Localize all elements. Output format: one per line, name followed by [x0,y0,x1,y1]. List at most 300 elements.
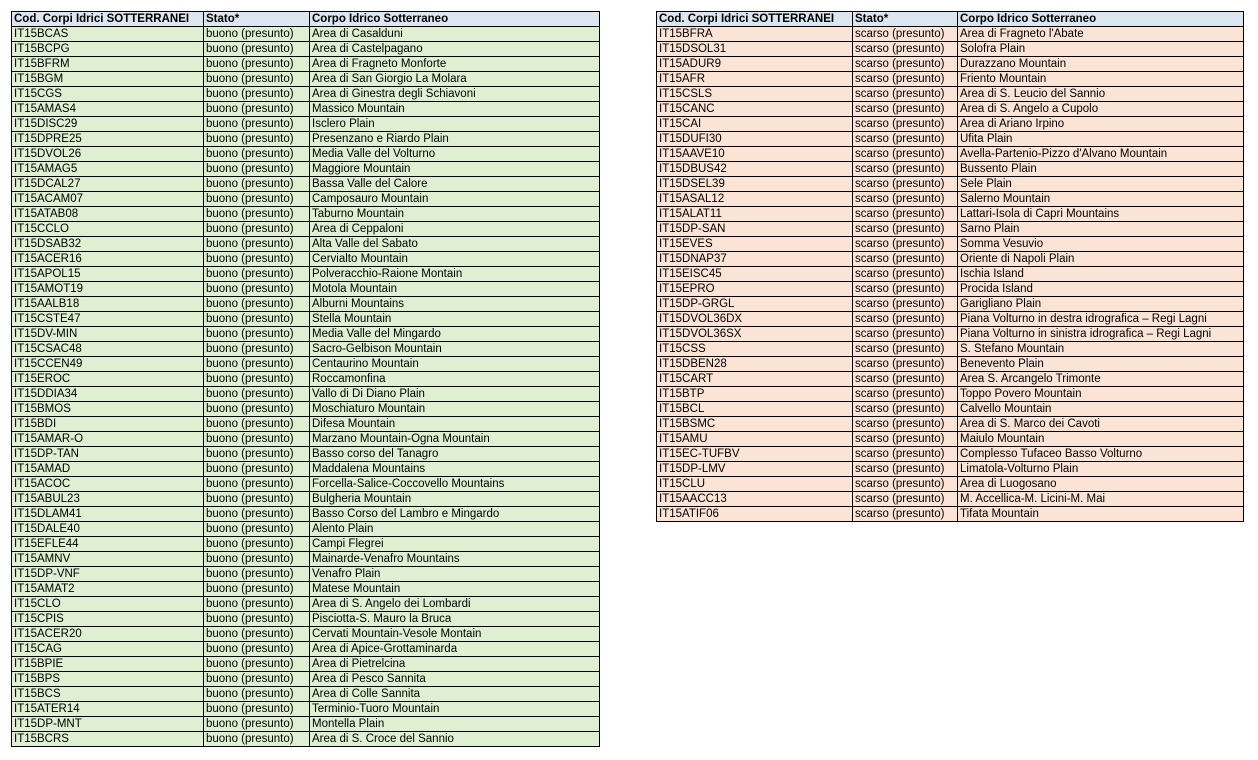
cell-water-body: Area di Casalduni [310,27,600,42]
table-row [657,507,1244,522]
cell-water-body: Lattari-Isola di Capri Mountains [958,207,1244,222]
cell-code: IT15BCAS [12,27,204,42]
table-row [657,132,1244,147]
cell-code: IT15ADUR9 [657,57,853,72]
table-row [12,627,600,642]
cell-code: IT15CSLS [657,87,853,102]
table-row [12,57,600,72]
cell-water-body: Maiulo Mountain [958,432,1244,447]
cell-status: buono (presunto) [204,162,310,177]
cell-water-body: Cervati Mountain-Vesole Montain [310,627,600,642]
cell-water-body: Alento Plain [310,522,600,537]
cell-status: buono (presunto) [204,672,310,687]
table-row [657,462,1244,477]
cell-code: IT15DP-MNT [12,717,204,732]
table-row [657,402,1244,417]
cell-status: buono (presunto) [204,552,310,567]
cell-water-body: Area di Fragneto l'Abate [958,27,1244,42]
cell-code: IT15EROC [12,372,204,387]
poor-status-rows [657,27,1244,522]
cell-status: scarso (presunto) [853,477,958,492]
cell-water-body: Matese Mountain [310,582,600,597]
cell-code: IT15ACER20 [12,627,204,642]
cell-code: IT15DP-SAN [657,222,853,237]
cell-status: buono (presunto) [204,282,310,297]
cell-code: IT15DV-MIN [12,327,204,342]
cell-water-body: Bussento Plain [958,162,1244,177]
cell-water-body: Area di Ginestra degli Schiavoni [310,87,600,102]
cell-status: scarso (presunto) [853,342,958,357]
cell-status: buono (presunto) [204,357,310,372]
cell-status: buono (presunto) [204,657,310,672]
cell-water-body: Area di Pesco Sannita [310,672,600,687]
cell-status: scarso (presunto) [853,27,958,42]
cell-status: buono (presunto) [204,57,310,72]
cell-status: scarso (presunto) [853,207,958,222]
cell-water-body: Area di S. Angelo dei Lombardi [310,597,600,612]
cell-status: scarso (presunto) [853,267,958,282]
cell-status: scarso (presunto) [853,72,958,87]
cell-water-body: Salerno Mountain [958,192,1244,207]
table-row [657,252,1244,267]
cell-status: buono (presunto) [204,507,310,522]
cell-code: IT15DP-LMV [657,462,853,477]
header-code: Cod. Corpi Idrici SOTTERRANEI [657,12,853,27]
cell-status: buono (presunto) [204,462,310,477]
cell-status: scarso (presunto) [853,87,958,102]
cell-water-body: Alburni Mountains [310,297,600,312]
cell-status: buono (presunto) [204,717,310,732]
table-row [12,27,600,42]
table-row [657,477,1244,492]
table-row [12,357,600,372]
table-row [657,267,1244,282]
cell-code: IT15DISC29 [12,117,204,132]
table-row [12,312,600,327]
cell-code: IT15ACAM07 [12,192,204,207]
cell-code: IT15BFRM [12,57,204,72]
cell-water-body: Difesa Mountain [310,417,600,432]
cell-water-body: Sele Plain [958,177,1244,192]
table-row [12,537,600,552]
cell-water-body: Taburno Mountain [310,207,600,222]
table-row [12,402,600,417]
cell-code: IT15CANC [657,102,853,117]
cell-water-body: Area di Luogosano [958,477,1244,492]
cell-code: IT15EC-TUFBV [657,447,853,462]
cell-water-body: Ischia Island [958,267,1244,282]
cell-status: buono (presunto) [204,102,310,117]
table-row [12,567,600,582]
cell-water-body: Campi Flegrei [310,537,600,552]
cell-water-body: Mainarde-Venafro Mountains [310,552,600,567]
cell-water-body: Area di S. Angelo a Cupolo [958,102,1244,117]
table-row [657,207,1244,222]
cell-code: IT15DBUS42 [657,162,853,177]
cell-water-body: Area di S. Croce del Sannio [310,732,600,747]
cell-status: buono (presunto) [204,132,310,147]
cell-code: IT15ALAT11 [657,207,853,222]
cell-code: IT15DBEN28 [657,357,853,372]
cell-status: buono (presunto) [204,402,310,417]
cell-code: IT15DLAM41 [12,507,204,522]
cell-code: IT15DUFI30 [657,132,853,147]
cell-code: IT15BTP [657,387,853,402]
cell-water-body: M. Accellica-M. Licini-M. Mai [958,492,1244,507]
cell-status: buono (presunto) [204,702,310,717]
cell-water-body: Montella Plain [310,717,600,732]
cell-code: IT15EPRO [657,282,853,297]
cell-code: IT15DDIA34 [12,387,204,402]
cell-water-body: Piana Volturno in sinistra idrografica – Regi Lagni [958,327,1244,342]
cell-water-body: Alta Valle del Sabato [310,237,600,252]
cell-status: scarso (presunto) [853,117,958,132]
table-row [12,477,600,492]
cell-status: buono (presunto) [204,447,310,462]
table-row [657,72,1244,87]
cell-code: IT15BCS [12,687,204,702]
table-row [12,597,600,612]
cell-water-body: Basso corso del Tanagro [310,447,600,462]
cell-code: IT15CLU [657,477,853,492]
cell-water-body: Vallo di Di Diano Plain [310,387,600,402]
table-row [12,207,600,222]
table-row [12,282,600,297]
cell-water-body: Maddalena Mountains [310,462,600,477]
cell-water-body: Area di Castelpagano [310,42,600,57]
cell-code: IT15DVOL26 [12,147,204,162]
cell-water-body: Procida Island [958,282,1244,297]
table-row [12,177,600,192]
cell-status: scarso (presunto) [853,492,958,507]
cell-code: IT15ACOC [12,477,204,492]
table-row [12,102,600,117]
cell-code: IT15DP-TAN [12,447,204,462]
table-row [657,237,1244,252]
cell-code: IT15AMAD [12,462,204,477]
cell-status: scarso (presunto) [853,447,958,462]
cell-water-body: Oriente di Napoli Plain [958,252,1244,267]
cell-water-body: Area di San Giorgio La Molara [310,72,600,87]
table-row [12,237,600,252]
cell-water-body: Forcella-Salice-Coccovello Mountains [310,477,600,492]
cell-water-body: Area di Ceppaloni [310,222,600,237]
table-row [657,312,1244,327]
cell-water-body: Calvello Mountain [958,402,1244,417]
cell-code: IT15DPRE25 [12,132,204,147]
cell-code: IT15CSTE47 [12,312,204,327]
cell-water-body: Cervialto Mountain [310,252,600,267]
cell-status: buono (presunto) [204,117,310,132]
table-row [657,57,1244,72]
table-row [12,447,600,462]
cell-water-body: Avella-Partenio-Pizzo d'Alvano Mountain [958,147,1244,162]
table-row [657,417,1244,432]
cell-code: IT15BFRA [657,27,853,42]
table-row [12,507,600,522]
cell-code: IT15BCRS [12,732,204,747]
table-row [12,552,600,567]
cell-water-body: Massico Mountain [310,102,600,117]
table-row [12,732,600,747]
cell-water-body: Maggiore Mountain [310,162,600,177]
cell-water-body: Sacro-Gelbison Mountain [310,342,600,357]
cell-status: buono (presunto) [204,492,310,507]
cell-status: scarso (presunto) [853,462,958,477]
table-row [12,702,600,717]
cell-water-body: Polveracchio-Raione Montain [310,267,600,282]
cell-code: IT15BSMC [657,417,853,432]
table-row [12,297,600,312]
cell-code: IT15BDI [12,417,204,432]
cell-water-body: Venafro Plain [310,567,600,582]
cell-status: scarso (presunto) [853,417,958,432]
cell-code: IT15CPIS [12,612,204,627]
cell-code: IT15CLO [12,597,204,612]
cell-status: buono (presunto) [204,687,310,702]
cell-status: buono (presunto) [204,297,310,312]
header-water-body: Corpo Idrico Sotterraneo [958,12,1244,27]
cell-code: IT15DVOL36SX [657,327,853,342]
cell-code: IT15CART [657,372,853,387]
table-row [12,387,600,402]
cell-water-body: Bulgheria Mountain [310,492,600,507]
cell-code: IT15BPIE [12,657,204,672]
cell-water-body: Ufita Plain [958,132,1244,147]
cell-status: scarso (presunto) [853,57,958,72]
cell-code: IT15ATIF06 [657,507,853,522]
cell-code: IT15AALB18 [12,297,204,312]
cell-water-body: Moschiaturo Mountain [310,402,600,417]
cell-code: IT15BGM [12,72,204,87]
cell-status: scarso (presunto) [853,357,958,372]
cell-water-body: Area di Colle Sannita [310,687,600,702]
cell-water-body: Tifata Mountain [958,507,1244,522]
cell-water-body: Roccamonfina [310,372,600,387]
cell-status: scarso (presunto) [853,147,958,162]
cell-status: buono (presunto) [204,477,310,492]
table-row [657,387,1244,402]
cell-code: IT15AMNV [12,552,204,567]
good-status-table [11,11,600,747]
table-row [657,102,1244,117]
cell-water-body: Pisciotta-S. Mauro la Bruca [310,612,600,627]
cell-water-body: S. Stefano Mountain [958,342,1244,357]
cell-code: IT15ABUL23 [12,492,204,507]
cell-code: IT15DP-GRGL [657,297,853,312]
table-row [12,327,600,342]
cell-status: scarso (presunto) [853,177,958,192]
cell-code: IT15AACC13 [657,492,853,507]
cell-status: scarso (presunto) [853,102,958,117]
header-row [12,12,600,27]
cell-code: IT15CAI [657,117,853,132]
cell-code: IT15CSAC48 [12,342,204,357]
good-status-rows [12,27,600,747]
cell-water-body: Benevento Plain [958,357,1244,372]
cell-code: IT15AFR [657,72,853,87]
cell-water-body: Isclero Plain [310,117,600,132]
table-row [657,87,1244,102]
table-row [12,372,600,387]
table-row [12,132,600,147]
cell-status: buono (presunto) [204,582,310,597]
cell-code: IT15AMU [657,432,853,447]
cell-status: buono (presunto) [204,612,310,627]
cell-status: buono (presunto) [204,432,310,447]
cell-water-body: Limatola-Volturno Plain [958,462,1244,477]
table-row [12,492,600,507]
cell-status: scarso (presunto) [853,312,958,327]
table-row [12,42,600,57]
cell-water-body: Toppo Povero Mountain [958,387,1244,402]
cell-water-body: Camposauro Mountain [310,192,600,207]
cell-status: buono (presunto) [204,522,310,537]
table-row [12,462,600,477]
cell-status: buono (presunto) [204,267,310,282]
cell-status: buono (presunto) [204,537,310,552]
cell-status: buono (presunto) [204,147,310,162]
cell-code: IT15DVOL36DX [657,312,853,327]
cell-water-body: Friento Mountain [958,72,1244,87]
table-row [12,87,600,102]
cell-water-body: Solofra Plain [958,42,1244,57]
table-row [12,147,600,162]
table-row [657,192,1244,207]
cell-water-body: Area di Fragneto Monforte [310,57,600,72]
table-row [657,327,1244,342]
table-row [12,582,600,597]
header-status: Stato* [204,12,310,27]
cell-water-body: Terminio-Tuoro Mountain [310,702,600,717]
cell-water-body: Durazzano Mountain [958,57,1244,72]
cell-status: buono (presunto) [204,597,310,612]
table-row [12,687,600,702]
cell-status: buono (presunto) [204,732,310,747]
cell-status: scarso (presunto) [853,42,958,57]
cell-water-body: Area di Pietrelcina [310,657,600,672]
cell-status: scarso (presunto) [853,132,958,147]
cell-water-body: Somma Vesuvio [958,237,1244,252]
cell-water-body: Area di S. Marco dei Cavoti [958,417,1244,432]
cell-code: IT15EFLE44 [12,537,204,552]
cell-status: buono (presunto) [204,42,310,57]
cell-code: IT15CAG [12,642,204,657]
table-row [657,42,1244,57]
cell-code: IT15BCPG [12,42,204,57]
table-row [657,117,1244,132]
cell-code: IT15CSS [657,342,853,357]
cell-code: IT15EVES [657,237,853,252]
cell-status: buono (presunto) [204,342,310,357]
cell-code: IT15AAVE10 [657,147,853,162]
cell-code: IT15DSAB32 [12,237,204,252]
cell-status: scarso (presunto) [853,297,958,312]
cell-status: scarso (presunto) [853,387,958,402]
cell-status: scarso (presunto) [853,192,958,207]
cell-code: IT15BPS [12,672,204,687]
table-row [657,372,1244,387]
table-row [12,222,600,237]
table-row [12,672,600,687]
cell-code: IT15ATER14 [12,702,204,717]
cell-code: IT15DP-VNF [12,567,204,582]
cell-code: IT15BCL [657,402,853,417]
table-row [657,162,1244,177]
header-code: Cod. Corpi Idrici SOTTERRANEI [12,12,204,27]
cell-status: scarso (presunto) [853,162,958,177]
cell-code: IT15EISC45 [657,267,853,282]
cell-code: IT15ACER16 [12,252,204,267]
header-water-body: Corpo Idrico Sotterraneo [310,12,600,27]
table-row [12,162,600,177]
cell-water-body: Stella Mountain [310,312,600,327]
table-row [12,72,600,87]
table-row [12,342,600,357]
cell-status: buono (presunto) [204,327,310,342]
cell-status: scarso (presunto) [853,252,958,267]
table-row [657,297,1244,312]
cell-status: scarso (presunto) [853,222,958,237]
poor-status-table [656,11,1244,522]
cell-status: buono (presunto) [204,72,310,87]
table-row [12,267,600,282]
cell-code: IT15CGS [12,87,204,102]
cell-status: scarso (presunto) [853,402,958,417]
cell-code: IT15CCEN49 [12,357,204,372]
cell-code: IT15DCAL27 [12,177,204,192]
cell-code: IT15ASAL12 [657,192,853,207]
cell-water-body: Media Valle del Mingardo [310,327,600,342]
cell-status: scarso (presunto) [853,237,958,252]
cell-status: buono (presunto) [204,237,310,252]
cell-water-body: Complesso Tufaceo Basso Volturno [958,447,1244,462]
cell-status: scarso (presunto) [853,372,958,387]
cell-water-body: Media Valle del Volturno [310,147,600,162]
cell-code: IT15ATAB08 [12,207,204,222]
table-row [657,432,1244,447]
cell-code: IT15CCLO [12,222,204,237]
cell-code: IT15AMAT2 [12,582,204,597]
cell-water-body: Basso Corso del Lambro e Mingardo [310,507,600,522]
cell-code: IT15APOL15 [12,267,204,282]
cell-water-body: Bassa Valle del Calore [310,177,600,192]
cell-water-body: Area di Apice-Grottaminarda [310,642,600,657]
table-row [657,222,1244,237]
cell-code: IT15AMOT19 [12,282,204,297]
table-row [657,147,1244,162]
header-status: Stato* [853,12,958,27]
cell-code: IT15BMOS [12,402,204,417]
cell-code: IT15DSOL31 [657,42,853,57]
cell-status: buono (presunto) [204,417,310,432]
table-row [657,447,1244,462]
table-row [12,252,600,267]
cell-code: IT15AMAS4 [12,102,204,117]
cell-status: buono (presunto) [204,387,310,402]
table-row [12,192,600,207]
cell-water-body: Area di S. Leucio del Sannio [958,87,1244,102]
cell-status: buono (presunto) [204,567,310,582]
cell-water-body: Area S. Arcangelo Trimonte [958,372,1244,387]
table-row [12,432,600,447]
cell-water-body: Centaurino Mountain [310,357,600,372]
table-row [657,177,1244,192]
cell-water-body: Marzano Mountain-Ogna Mountain [310,432,600,447]
table-row [657,357,1244,372]
cell-status: scarso (presunto) [853,327,958,342]
table-row [12,417,600,432]
